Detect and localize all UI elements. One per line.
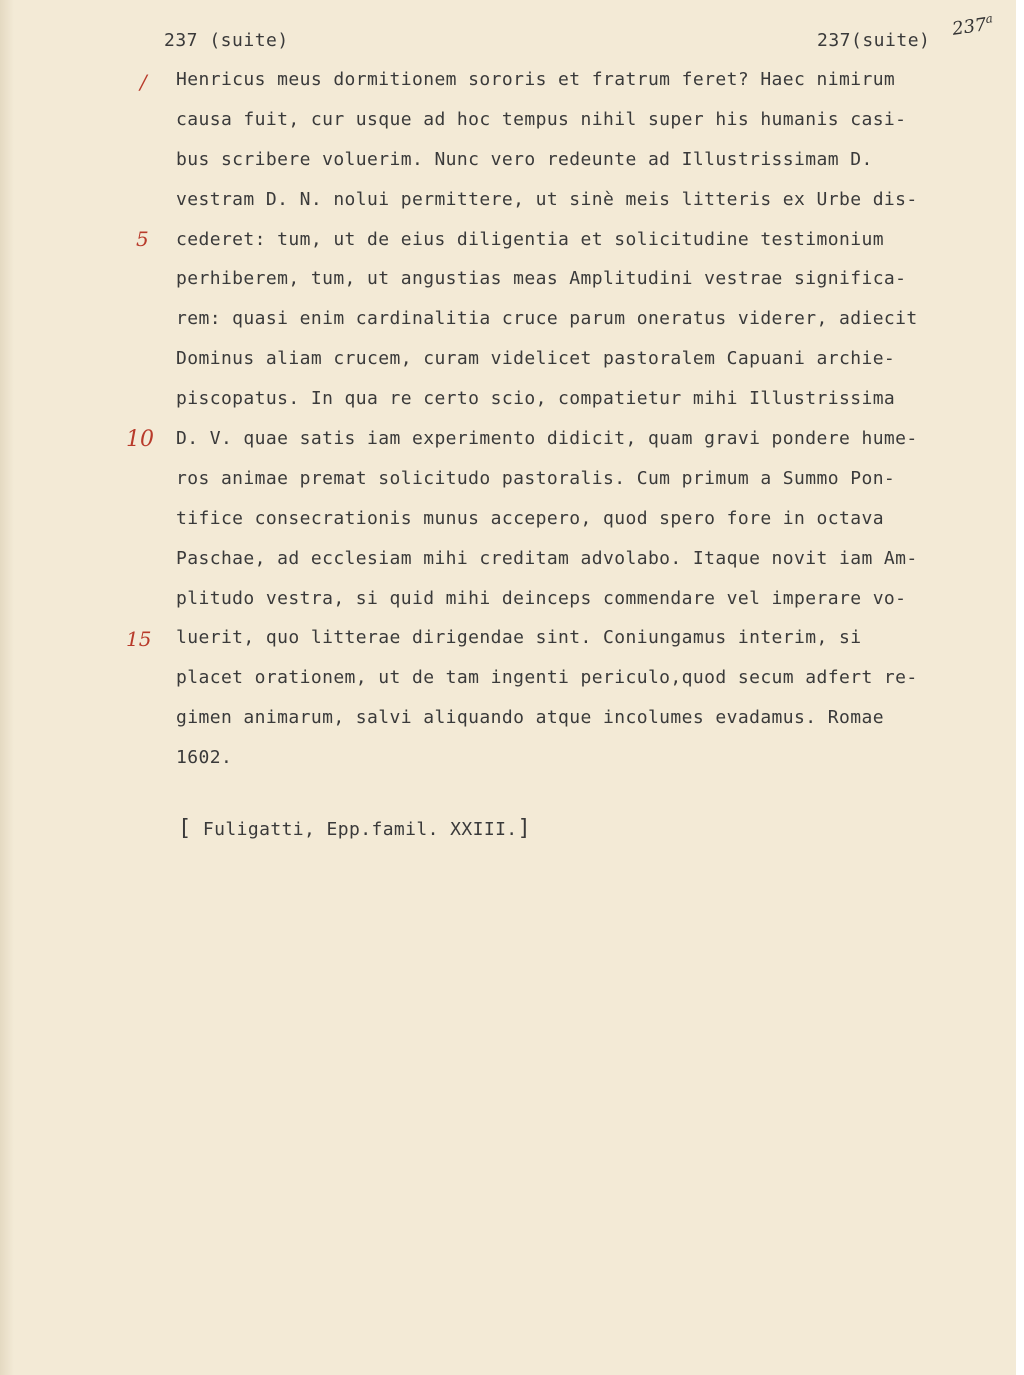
text-line: cederet: tum, ut de eius diligentia et solicitudine testimonium <box>176 228 884 250</box>
margin-marker-1: / <box>140 70 147 94</box>
text-line: ros animae premat solicitudo pastoralis. Cum primum a Summo Pon- <box>176 467 896 489</box>
reference-open-bracket: [ <box>178 816 192 841</box>
text-line: rem: quasi enim cardinalitia cruce parum oneratus viderer, adiecit <box>176 308 918 330</box>
header-left: 237 (suite) <box>164 30 289 51</box>
text-line: D. V. quae satis iam experimento didicit, quam gravi pondere hume- <box>176 428 918 450</box>
text-line: vestram D. N. nolui permittere, ut sinè meis litteris ex Urbe dis- <box>176 188 918 210</box>
letter-body <box>176 64 1006 782</box>
text-line: causa fuit, cur usque ad hoc tempus nihil super his humanis casi- <box>176 108 907 130</box>
reference-close-bracket: ] <box>517 816 532 841</box>
scan-edge <box>1016 0 1024 1375</box>
text-line: Henricus meus dormitionem sororis et fratrum feret? Haec nimirum <box>176 69 896 90</box>
margin-marker-5: 5 <box>136 227 149 251</box>
text-line: placet orationem, ut de tam ingenti periculo,quod secum adfert re- <box>176 667 918 689</box>
text-line: Dominus aliam crucem, curam videlicet pastoralem Capuani archie- <box>176 348 896 370</box>
text-line: luerit, quo litterae dirigendae sint. Coniungamus interim, si <box>176 627 862 649</box>
text-line: perhiberem, tum, ut angustias meas Amplitudini vestrae significa- <box>176 268 907 290</box>
folio-sup: a <box>984 11 994 27</box>
margin-marker-15: 15 <box>126 627 152 651</box>
text-line: plitudo vestra, si quid mihi deinceps commendare vel imperare vo- <box>176 587 907 609</box>
text-line: 1602. <box>176 747 233 769</box>
folio-number <box>951 11 995 40</box>
text-line: gimen animarum, salvi aliquando atque incolumes evadamus. Romae <box>176 707 884 729</box>
source-reference <box>178 816 531 841</box>
text-line: piscopatus. In qua re certo scio, compatietur mihi Illustrissima <box>176 388 896 410</box>
folio-main: 237 <box>950 14 988 40</box>
margin-marker-10: 10 <box>126 427 154 452</box>
text-line: bus scribere voluerim. Nunc vero redeunte ad Illustrissimam D. <box>176 148 873 170</box>
reference-text: Fuligatti, Epp.famil. XXIII. <box>202 819 518 840</box>
header-right: 237(suite) <box>817 30 931 51</box>
text-line: tifice consecrationis munus accepero, quod spero fore in octava <box>176 507 884 529</box>
text-line: Paschae, ad ecclesiam mihi creditam advolabo. Itaque novit iam Am- <box>176 547 918 569</box>
